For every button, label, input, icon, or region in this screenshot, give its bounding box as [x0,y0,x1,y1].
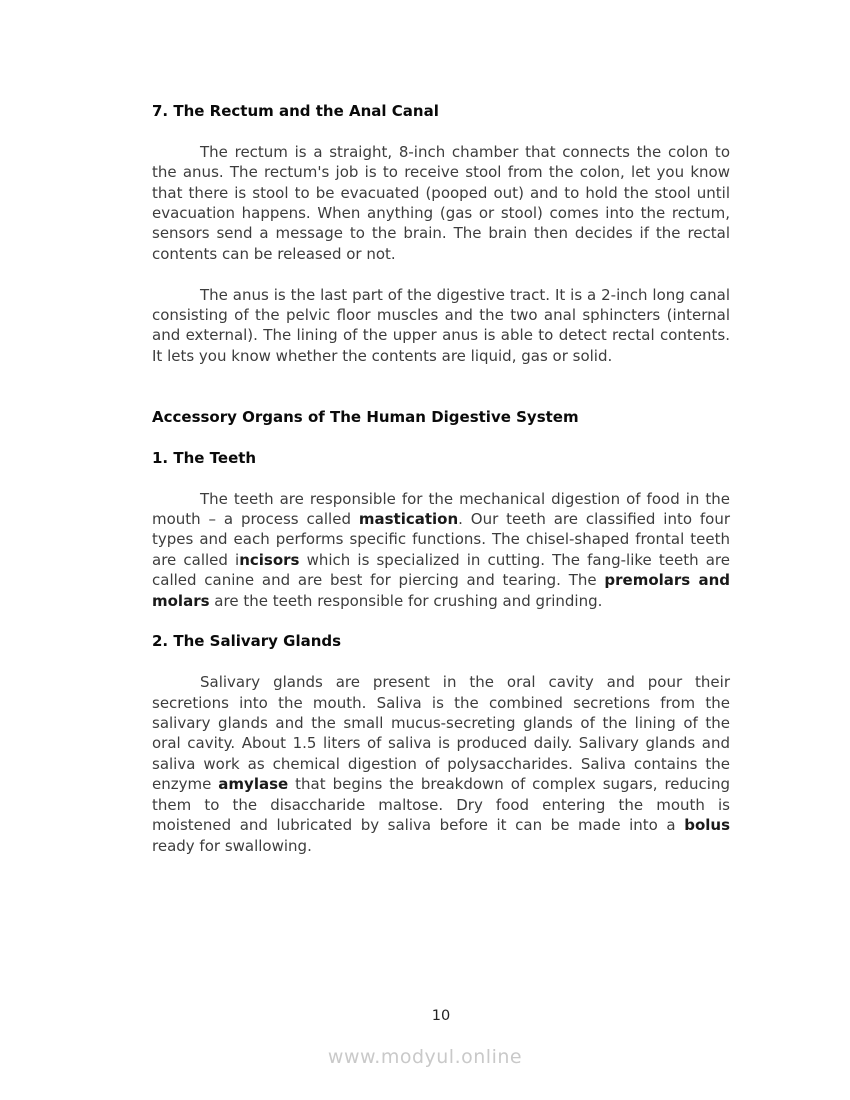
paragraph-salivary-glands: Salivary glands are present in the oral cavity and pour their secretions into the mouth. Saliva is the combined secretions from the salivary glands and the small mucus-secreting glands of the lining of the oral cavity. About 1.5 liters of saliva is produced daily. Salivary glands and saliva work as chemical digestion of polysaccharides. Saliva contains the enzyme amylase that begins the breakdown of complex sugars, reducing them to the disaccharide maltose. Dry food entering the mouth is moistened and lubricated by saliva before it can be made into a bolus ready for swallowing. [152,673,730,855]
subheading-teeth: 1. The Teeth [152,448,257,467]
page-content [152,101,730,876]
paragraph-teeth: The teeth are responsible for the mechanical digestion of food in the mouth – a process called mastication. Our teeth are classified into four types and each performs specific functions. The chisel-shaped frontal teeth are called incisors which is specialized in cutting. The fang-like teeth are called canine and are best for piercing and tearing. The premolars and molars are the teeth responsible for crushing and grinding. [152,489,731,610]
page-number: 10 [431,1008,451,1024]
paragraph-rectum: The rectum is a straight, 8-inch chamber that connects the colon to the anus. The rectum's job is to receive stool from the colon, let you know that there is stool to be evacuated (pooped out) and to hold the stool until evacuation happens. When anything (gas or stool) comes into the rectum, sensors send a message to the brain. The brain then decides if the rectal contents can be released or not. [152,142,730,263]
subheading-salivary-glands: 2. The Salivary Glands [152,632,342,651]
section-heading-rectum-anal-canal: 7. The Rectum and the Anal Canal [152,102,439,120]
watermark-text: www.modyul.online [327,1046,523,1068]
section-heading-accessory-organs: Accessory Organs of The Human Digestive System [152,408,579,427]
paragraph-anus: The anus is the last part of the digestive tract. It is a 2-inch long canal consisting of the pelvic floor muscles and the two anal sphincters (internal and external). The lining of the upper anus is able to detect rectal contents. It lets you know whether the contents are liquid, gas or solid. [152,285,730,365]
